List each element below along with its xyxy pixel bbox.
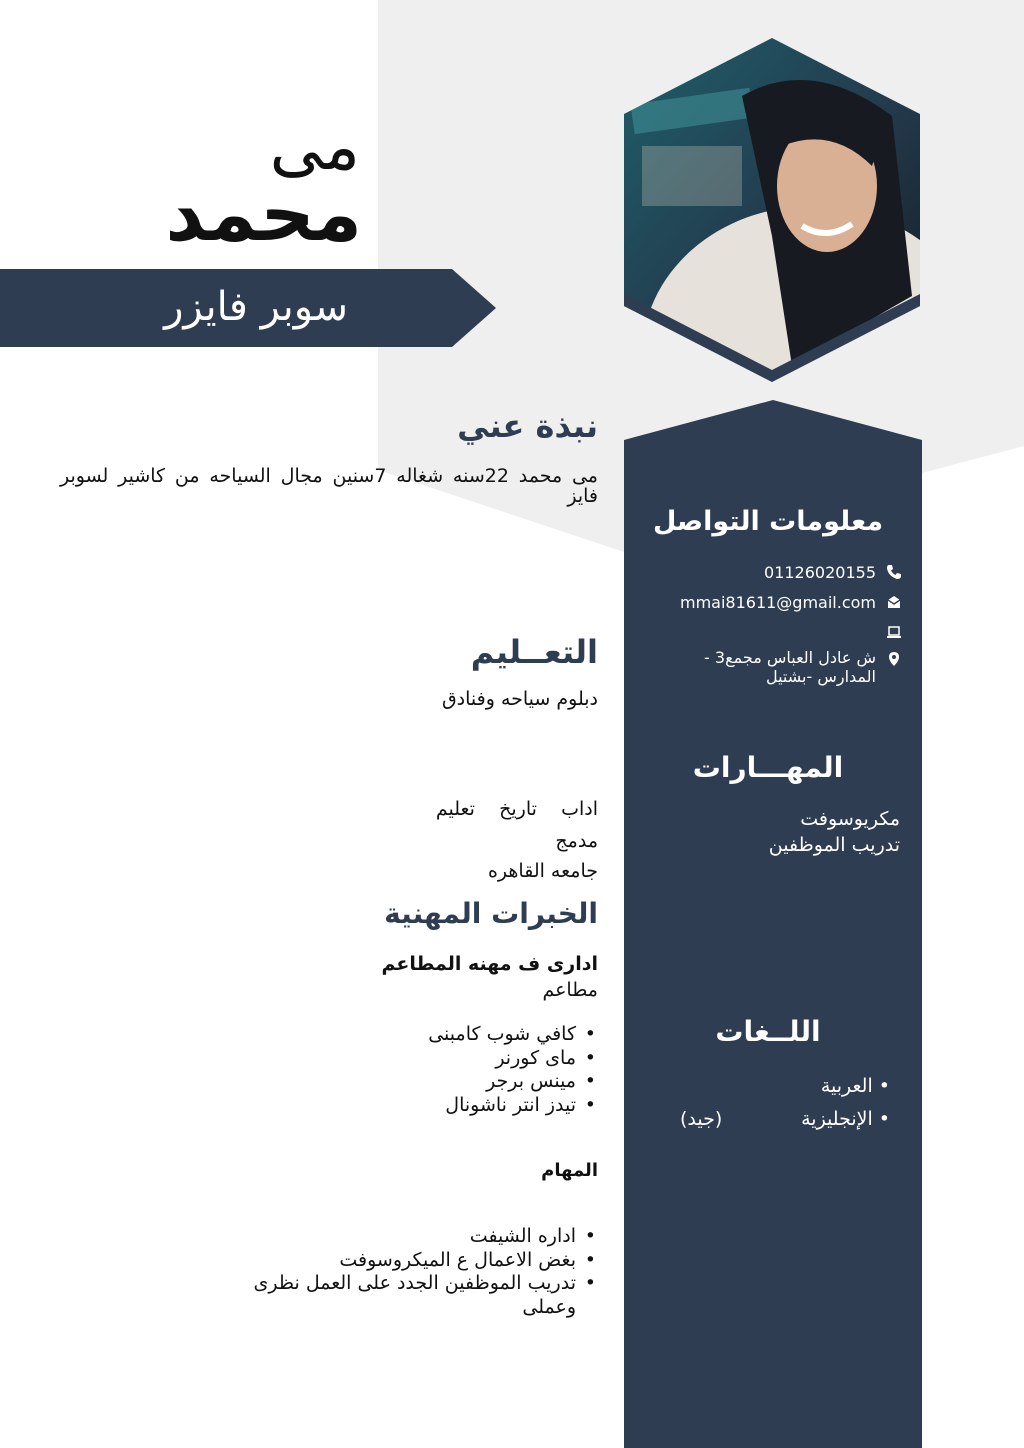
- experience-field: مطاعم: [542, 979, 598, 1001]
- list-item: • تدريب الموظفين الجدد على العمل نظرى وعملى: [230, 1272, 576, 1319]
- experience-role: ادارى ف مهنه المطاعم: [381, 953, 598, 975]
- languages-title: اللــغات: [715, 1015, 821, 1048]
- contact-phone: 01126020155: [764, 562, 876, 582]
- list-bullet: •: [872, 1108, 890, 1130]
- tasks-title: المهام: [541, 1160, 598, 1181]
- language-level: (جيد): [680, 1108, 723, 1130]
- tasks-list: [230, 1225, 598, 1319]
- last-name: محمد: [165, 169, 362, 258]
- skills-title: المهـــارات: [692, 751, 844, 784]
- education-university: جامعه القاهره: [487, 860, 598, 882]
- phone-icon: [886, 564, 902, 580]
- list-item: • اداره الشيفت: [230, 1225, 576, 1249]
- mail-icon: [886, 594, 902, 610]
- sidebar-panel: [624, 400, 922, 1448]
- list-item: • ماى كورنر: [300, 1047, 576, 1071]
- skill-item: تدريب الموظفين: [768, 834, 900, 856]
- language-name: العربية: [820, 1075, 873, 1097]
- experience-places-list: [300, 1023, 598, 1117]
- list-item: • بغض الاعمال ع الميكروسوفت: [230, 1249, 576, 1273]
- experience-title: الخبرات المهنية: [384, 897, 598, 930]
- first-name: مى: [269, 108, 360, 185]
- education-diploma: دبلوم سياحه وفنادق: [441, 688, 598, 710]
- contact-email-row: [640, 591, 902, 613]
- language-item-arabic: [640, 1073, 890, 1099]
- skill-item: مكريوسوفت: [800, 808, 900, 830]
- contact-phone-row: [640, 561, 902, 583]
- education-degree: اداب تاريخ تعليم: [435, 798, 598, 820]
- contact-email: mmai81611@gmail.com: [679, 592, 876, 612]
- language-name: الإنجليزية: [801, 1108, 873, 1130]
- education-title: التعــليم: [470, 633, 598, 671]
- education-status: مدمج: [555, 830, 598, 852]
- list-item: • كافي شوب كامبنى: [300, 1023, 576, 1047]
- about-text: مى محمد 22سنه شغاله 7سنين مجال السياحه من كاشير لسوبر فايز: [60, 465, 598, 507]
- contact-title: معلومات التواصل: [652, 506, 884, 537]
- list-bullet: •: [872, 1075, 890, 1097]
- job-title: سوبر فايزر: [164, 284, 348, 330]
- laptop-icon: [886, 624, 902, 640]
- list-item: • تيدز انتر ناشونال: [300, 1094, 576, 1118]
- profile-photo: [622, 36, 922, 384]
- language-item-english: [640, 1106, 890, 1132]
- contact-address: ش عادل العباس مجمع3 - المدارس -بشتيل: [704, 648, 876, 686]
- contact-address-row: [640, 648, 902, 688]
- list-item: • مينس برجر: [300, 1070, 576, 1094]
- contact-web-row: [640, 621, 902, 643]
- location-pin-icon: [886, 651, 902, 667]
- about-title: نبذة عني: [457, 407, 598, 445]
